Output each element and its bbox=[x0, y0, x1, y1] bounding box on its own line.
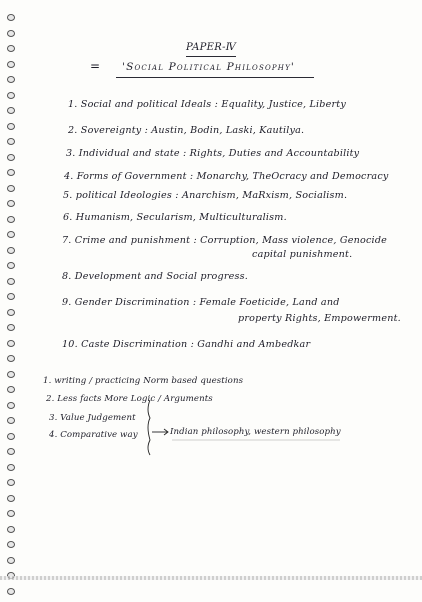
binder-hole bbox=[7, 123, 15, 130]
binder-hole bbox=[7, 371, 15, 378]
item-1: 1. Social and political Ideals : Equality, Justice, Liberty bbox=[68, 99, 346, 110]
binder-hole bbox=[7, 30, 15, 37]
binder-hole bbox=[7, 417, 15, 424]
binder-hole bbox=[7, 247, 15, 254]
title-underline bbox=[116, 77, 314, 78]
binder-hole bbox=[7, 479, 15, 486]
item-7: 7. Crime and punishment : Corruption, Mass violence, Genocide bbox=[62, 235, 388, 246]
binder-hole bbox=[7, 541, 15, 548]
item-9: 9. Gender Discrimination : Female Foeticide, Land and bbox=[62, 297, 340, 308]
binder-hole bbox=[7, 448, 15, 455]
note-1: 1. writing / practicing Norm based questions bbox=[43, 376, 244, 386]
item-8: 8. Development and Social progress. bbox=[62, 271, 249, 282]
binder-hole bbox=[7, 92, 15, 99]
binder-hole bbox=[7, 557, 15, 564]
binder-hole bbox=[7, 526, 15, 533]
item-10: 10. Caste Discrimination : Gandhi and Ambedkar bbox=[62, 339, 311, 350]
binder-hole bbox=[7, 61, 15, 68]
note-4: 4. Comparative way bbox=[49, 430, 138, 440]
binder-hole bbox=[7, 76, 15, 83]
binder-hole bbox=[7, 464, 15, 471]
item-3: 3. Individual and state : Rights, Duties and Accountability bbox=[66, 148, 360, 159]
binder-hole bbox=[7, 324, 15, 331]
binder-holes bbox=[4, 0, 20, 602]
note-2: 2. Less facts More Logic / Arguments bbox=[46, 394, 213, 404]
binder-hole bbox=[7, 107, 15, 114]
binder-hole bbox=[7, 200, 15, 207]
binder-hole bbox=[7, 355, 15, 362]
binder-hole bbox=[7, 309, 15, 316]
title-dash-mark: = bbox=[90, 59, 102, 73]
page-bottom-edge bbox=[0, 576, 422, 580]
binder-hole bbox=[7, 278, 15, 285]
binder-hole bbox=[7, 293, 15, 300]
binder-hole bbox=[7, 138, 15, 145]
binder-hole bbox=[7, 340, 15, 347]
binder-hole bbox=[7, 45, 15, 52]
binder-hole bbox=[7, 14, 15, 21]
item-4: 4. Forms of Government : Monarchy, TheOcracy and Democracy bbox=[64, 171, 389, 182]
note-3: 3. Value Judgement bbox=[49, 413, 136, 423]
paper-heading-underline bbox=[186, 56, 236, 57]
binder-hole bbox=[7, 510, 15, 517]
binder-hole bbox=[7, 169, 15, 176]
page-title: 'Social Political Philosophy' bbox=[122, 61, 296, 73]
arrow-note: Indian philosophy, western philosophy bbox=[170, 427, 341, 437]
item-5: 5. political Ideologies : Anarchism, MaRxism, Socialism. bbox=[63, 190, 348, 201]
binder-hole bbox=[7, 433, 15, 440]
binder-hole bbox=[7, 231, 15, 238]
item-6: 6. Humanism, Secularism, Multiculturalism. bbox=[63, 212, 287, 223]
binder-hole bbox=[7, 154, 15, 161]
binder-hole bbox=[7, 588, 15, 595]
binder-hole bbox=[7, 216, 15, 223]
item-2: 2. Sovereignty : Austin, Bodin, Laski, Kautilya. bbox=[68, 125, 305, 136]
binder-hole bbox=[7, 185, 15, 192]
paper-heading: PAPER-Ⅳ bbox=[186, 42, 237, 53]
binder-hole bbox=[7, 262, 15, 269]
binder-hole bbox=[7, 495, 15, 502]
binder-hole bbox=[7, 386, 15, 393]
item-7-continuation: capital punishment. bbox=[252, 249, 353, 260]
item-9-continuation: property Rights, Empowerment. bbox=[238, 313, 401, 324]
binder-hole bbox=[7, 402, 15, 409]
